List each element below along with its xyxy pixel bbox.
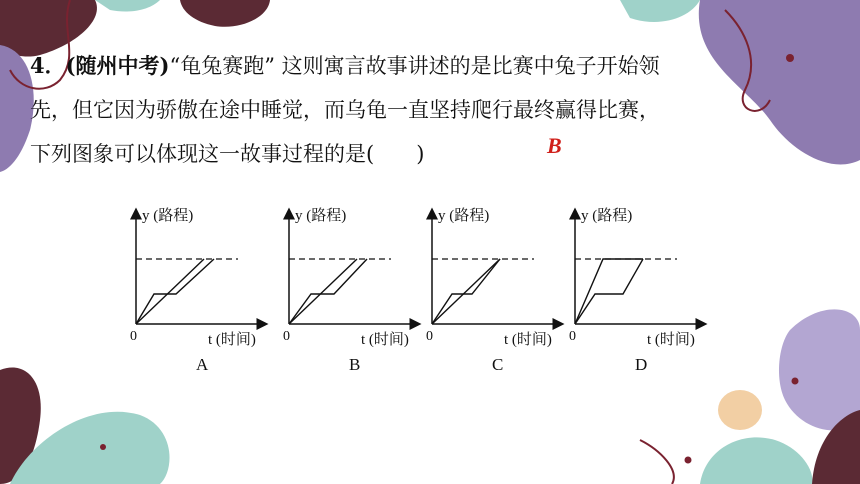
option-label: A — [196, 355, 209, 374]
question-number: 4． — [30, 53, 66, 78]
x-axis-label: t (时间) — [361, 332, 409, 348]
answer-mark: B — [547, 133, 562, 158]
rabbit-path — [289, 259, 367, 324]
option-label: B — [349, 355, 361, 374]
tortoise-path — [136, 259, 204, 324]
graph-c — [426, 207, 560, 374]
y-axis-label: y (路程) — [142, 208, 194, 224]
tortoise-path — [575, 259, 643, 324]
x-axis-label: t (时间) — [504, 332, 552, 348]
origin-label: 0 — [569, 329, 576, 344]
question-line-2: 先，但它因为骄傲在途中睡觉，而乌龟一直坚持爬行最终赢得比赛， — [30, 98, 660, 122]
origin-label: 0 — [130, 329, 137, 344]
question-source: (随州中考) — [65, 53, 170, 78]
question-line-3: 下列图象可以体现这一故事过程的是( ) — [30, 142, 425, 166]
origin-label: 0 — [283, 329, 290, 344]
y-axis-label: y (路程) — [581, 208, 633, 224]
x-axis-label: t (时间) — [208, 332, 256, 348]
graph-a — [130, 207, 264, 374]
graph-b — [283, 207, 417, 374]
rabbit-path — [575, 259, 643, 324]
y-axis-label: y (路程) — [438, 208, 490, 224]
tortoise-path — [289, 259, 357, 324]
graph-d — [569, 207, 703, 374]
rabbit-path — [136, 259, 214, 324]
tortoise-path — [432, 259, 500, 324]
option-label: C — [492, 355, 504, 374]
question-line-1-text: “龟兔赛跑” 这则寓言故事讲述的是比赛中兔子开始领 — [169, 54, 660, 78]
origin-label: 0 — [426, 329, 433, 344]
y-axis-label: y (路程) — [295, 208, 347, 224]
x-axis-label: t (时间) — [647, 332, 695, 348]
option-label: D — [635, 355, 648, 374]
